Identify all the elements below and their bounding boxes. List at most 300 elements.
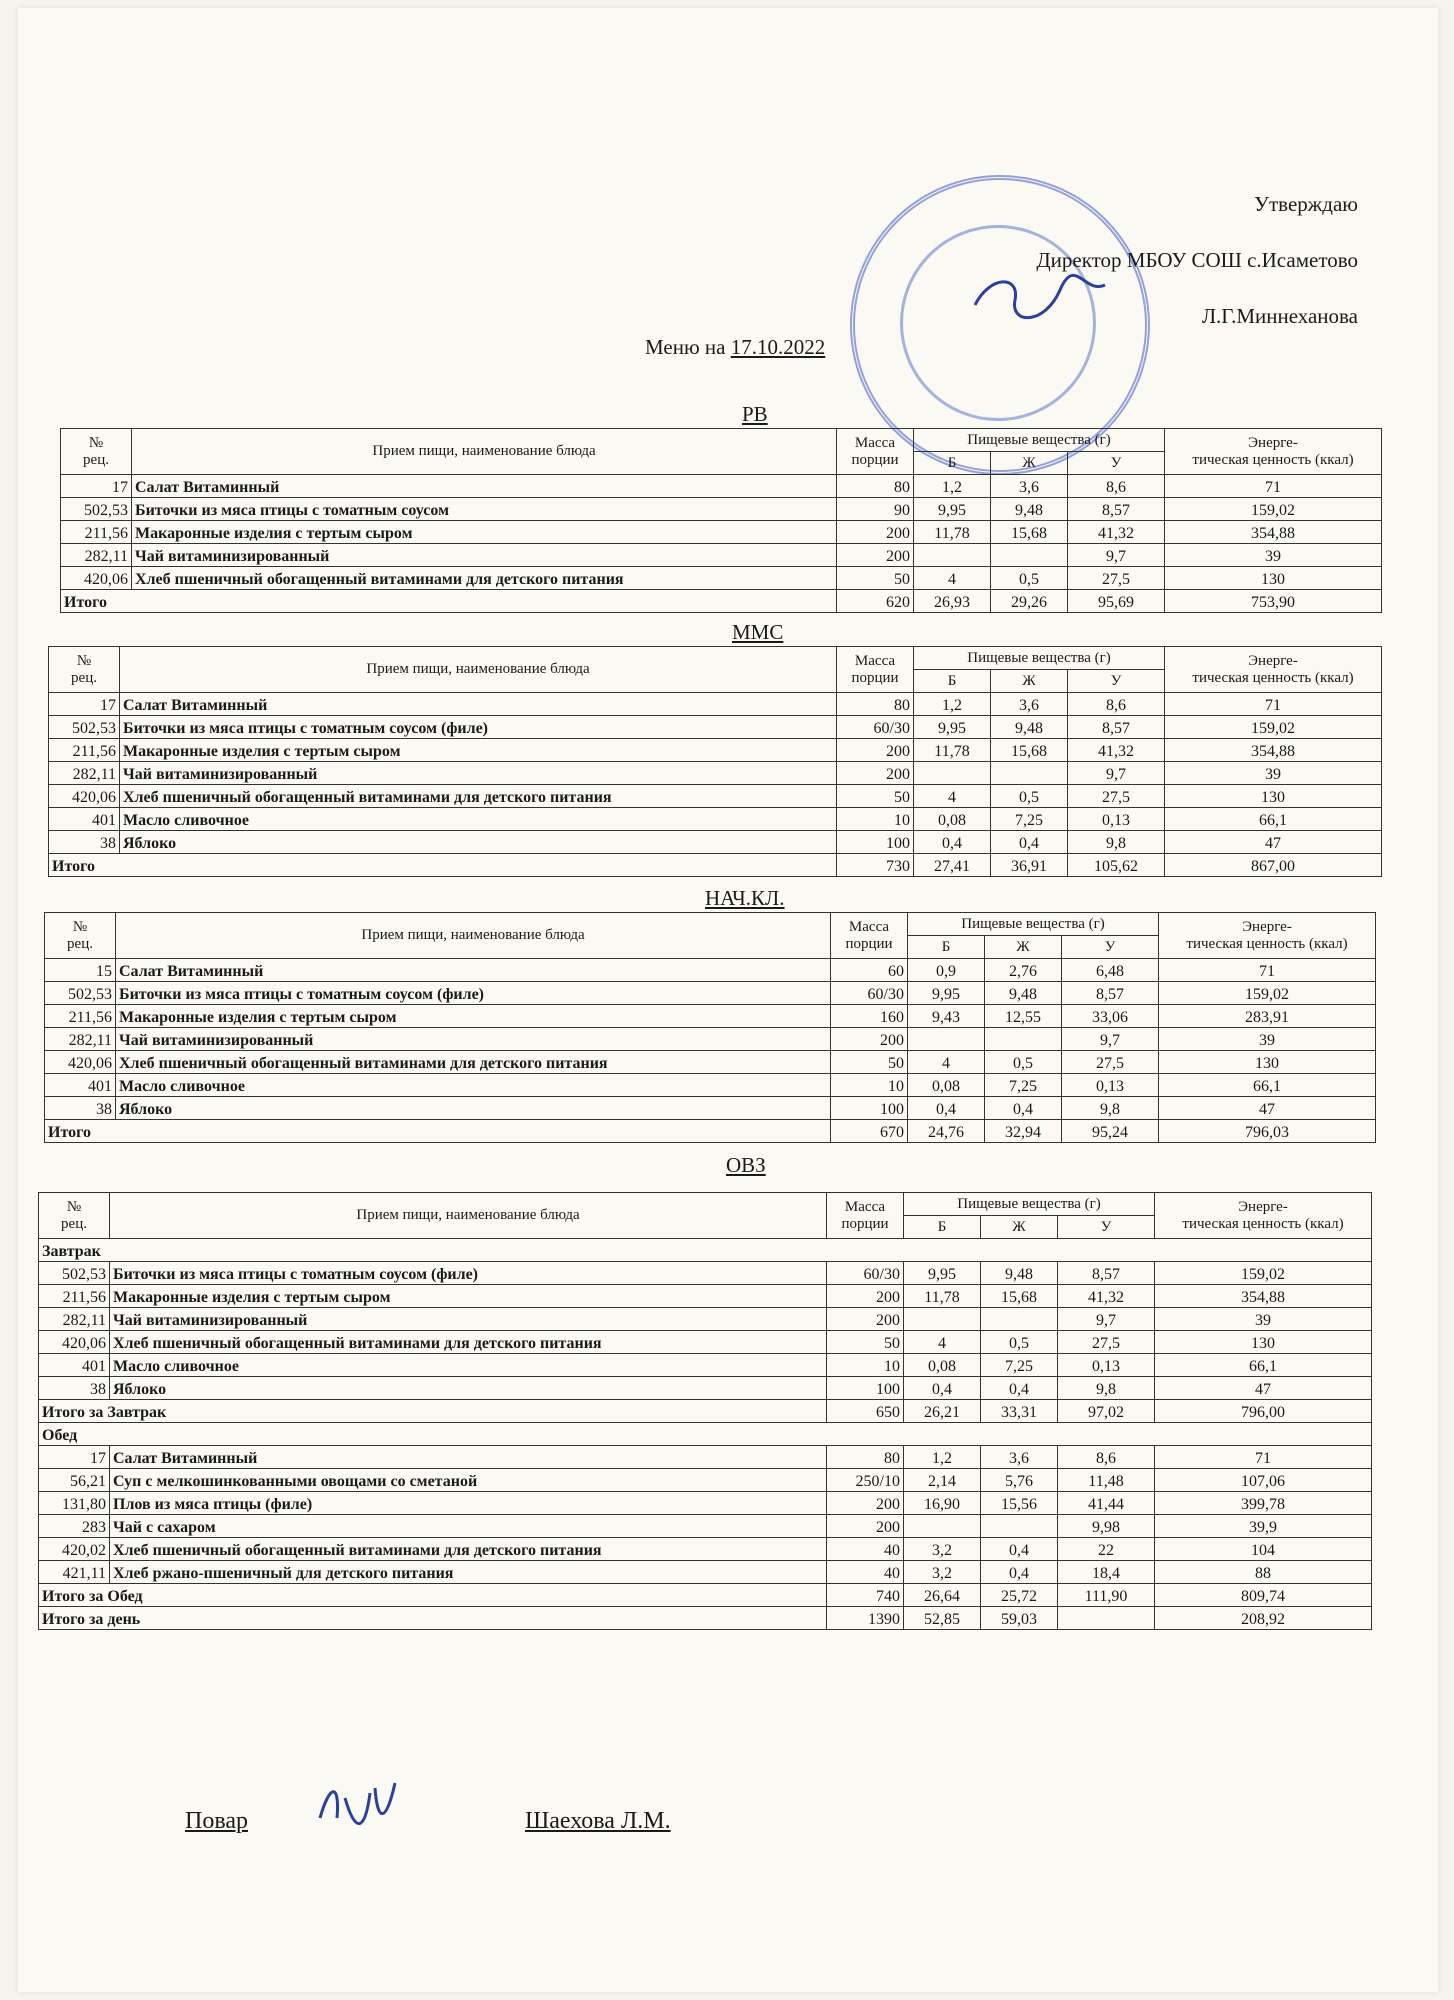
carbs: 27,5: [1068, 785, 1165, 808]
mass: 50: [837, 785, 914, 808]
total-mass: 670: [831, 1120, 908, 1143]
protein: [904, 1515, 981, 1538]
energy: 66,1: [1159, 1074, 1376, 1097]
total-mass: 1390: [827, 1607, 904, 1630]
protein: [914, 762, 991, 785]
carbs: 0,13: [1058, 1354, 1155, 1377]
header-nutrients: Пищевые вещества (г): [908, 913, 1159, 936]
header-fat: Ж: [991, 670, 1068, 693]
total-label: Итого за Обед: [39, 1584, 827, 1607]
carbs: 0,13: [1062, 1074, 1159, 1097]
dish-name: Макаронные изделия с тертым сыром: [120, 739, 837, 762]
recipe-no: 421,11: [39, 1561, 110, 1584]
meal-label: Завтрак: [39, 1239, 1372, 1262]
energy: 354,88: [1165, 521, 1382, 544]
mass: 80: [837, 475, 914, 498]
recipe-no: 282,11: [39, 1308, 110, 1331]
table-mms: [48, 646, 1382, 877]
header-carbs: У: [1068, 670, 1165, 693]
mass: 200: [827, 1285, 904, 1308]
protein: 0,4: [908, 1097, 985, 1120]
mass: 40: [827, 1538, 904, 1561]
protein: 4: [908, 1051, 985, 1074]
total-carbs: 97,02: [1058, 1400, 1155, 1423]
header-mass: Масса порции: [837, 647, 914, 693]
recipe-no: 56,21: [39, 1469, 110, 1492]
total-energy: 796,03: [1159, 1120, 1376, 1143]
footer-signature: [185, 1808, 725, 1835]
recipe-no: 502,53: [39, 1262, 110, 1285]
fat: 0,4: [981, 1377, 1058, 1400]
carbs: 8,57: [1062, 982, 1159, 1005]
header-nutrients: Пищевые вещества (г): [914, 647, 1165, 670]
protein: 0,4: [904, 1377, 981, 1400]
energy: 71: [1159, 959, 1376, 982]
total-fat: 33,31: [981, 1400, 1058, 1423]
mass: 60/30: [831, 982, 908, 1005]
energy: 399,78: [1155, 1492, 1372, 1515]
header-mass: Масса порции: [831, 913, 908, 959]
carbs: 8,57: [1068, 716, 1165, 739]
energy: 39: [1165, 762, 1382, 785]
cook-label: Повар: [185, 1808, 248, 1834]
total-mass: 730: [837, 854, 914, 877]
mass: 50: [837, 567, 914, 590]
total-energy: 753,90: [1165, 590, 1382, 613]
dish-name: Хлеб пшеничный обогащенный витаминами для детского питания: [110, 1538, 827, 1561]
header-nutrients: Пищевые вещества (г): [904, 1193, 1155, 1216]
total-fat: 32,94: [985, 1120, 1062, 1143]
mass: 200: [831, 1028, 908, 1051]
table-rv: [60, 428, 1382, 613]
recipe-no: 38: [49, 831, 120, 854]
dish-name: Масло сливочное: [120, 808, 837, 831]
recipe-no: 17: [61, 475, 132, 498]
energy: 47: [1159, 1097, 1376, 1120]
table-row: [39, 1308, 1372, 1331]
table-row: [49, 785, 1382, 808]
header-row: [39, 1193, 1372, 1216]
energy: 71: [1165, 693, 1382, 716]
total-label: Итого за Завтрак: [39, 1400, 827, 1423]
recipe-no: 401: [49, 808, 120, 831]
table-row: [39, 1354, 1372, 1377]
table-row: [49, 739, 1382, 762]
dish-name: Хлеб ржано-пшеничный для детского питания: [110, 1561, 827, 1584]
header-nutrients: Пищевые вещества (г): [914, 429, 1165, 452]
carbs: 41,32: [1058, 1285, 1155, 1308]
meal-label: Обед: [39, 1423, 1372, 1446]
table-row: [45, 1051, 1376, 1074]
carbs: 41,32: [1068, 521, 1165, 544]
recipe-no: 420,06: [39, 1331, 110, 1354]
menu-title: [645, 335, 825, 360]
table-row: [49, 716, 1382, 739]
dish-name: Масло сливочное: [116, 1074, 831, 1097]
carbs: 9,98: [1058, 1515, 1155, 1538]
header-energy: Энерге- тическая ценность (ккал): [1155, 1193, 1372, 1239]
recipe-no: 420,06: [61, 567, 132, 590]
energy: 39: [1165, 544, 1382, 567]
table-row: [39, 1331, 1372, 1354]
recipe-no: 211,56: [49, 739, 120, 762]
fat: 0,5: [991, 567, 1068, 590]
header-protein: Б: [914, 670, 991, 693]
table-row: [39, 1492, 1372, 1515]
protein: 3,2: [904, 1561, 981, 1584]
total-protein: 26,93: [914, 590, 991, 613]
carbs: 8,6: [1058, 1446, 1155, 1469]
carbs: 9,8: [1058, 1377, 1155, 1400]
energy: 47: [1155, 1377, 1372, 1400]
carbs: 18,4: [1058, 1561, 1155, 1584]
mass: 10: [837, 808, 914, 831]
mass: 50: [831, 1051, 908, 1074]
protein: 16,90: [904, 1492, 981, 1515]
recipe-no: 282,11: [61, 544, 132, 567]
energy: 130: [1165, 567, 1382, 590]
carbs: 41,32: [1068, 739, 1165, 762]
protein: 1,2: [904, 1446, 981, 1469]
carbs: 8,6: [1068, 475, 1165, 498]
fat: [991, 762, 1068, 785]
dish-name: Яблоко: [120, 831, 837, 854]
dish-name: Чай с сахаром: [110, 1515, 827, 1538]
total-carbs: [1058, 1607, 1155, 1630]
recipe-no: 282,11: [45, 1028, 116, 1051]
dish-name: Хлеб пшеничный обогащенный витаминами для детского питания: [110, 1331, 827, 1354]
header-mass: Масса порции: [827, 1193, 904, 1239]
carbs: 0,13: [1068, 808, 1165, 831]
table-row: [39, 1469, 1372, 1492]
header-energy: Энерге- тическая ценность (ккал): [1165, 429, 1382, 475]
fat: 2,76: [985, 959, 1062, 982]
dish-name: Макаронные изделия с тертым сыром: [110, 1285, 827, 1308]
dish-name: Суп с мелкошинкованными овощами со сметаной: [110, 1469, 827, 1492]
section-title-rv: РВ: [742, 402, 768, 426]
carbs: 22: [1058, 1538, 1155, 1561]
carbs: 33,06: [1062, 1005, 1159, 1028]
carbs: 27,5: [1062, 1051, 1159, 1074]
section-title-ovz: ОВЗ: [726, 1153, 766, 1177]
energy: 39: [1159, 1028, 1376, 1051]
table-row: [39, 1285, 1372, 1308]
fat: 3,6: [991, 475, 1068, 498]
recipe-no: 283: [39, 1515, 110, 1538]
mass: 100: [831, 1097, 908, 1120]
table-nachkl: [44, 912, 1376, 1143]
dish-name: Хлеб пшеничный обогащенный витаминами для детского питания: [116, 1051, 831, 1074]
fat: 0,5: [985, 1051, 1062, 1074]
total-protein: 27,41: [914, 854, 991, 877]
header-row: [61, 429, 1382, 452]
total-row: [61, 590, 1382, 613]
header-protein: Б: [904, 1216, 981, 1239]
header-dish-name: Прием пищи, наименование блюда: [116, 913, 831, 959]
dish-name: Макаронные изделия с тертым сыром: [116, 1005, 831, 1028]
dish-name: Салат Витаминный: [116, 959, 831, 982]
table-row: [45, 1005, 1376, 1028]
energy: 66,1: [1155, 1354, 1372, 1377]
total-label: Итого: [49, 854, 837, 877]
mass: 80: [837, 693, 914, 716]
header-carbs: У: [1068, 452, 1165, 475]
table-row: [61, 475, 1382, 498]
table-row: [39, 1561, 1372, 1584]
table-row: [39, 1446, 1372, 1469]
header-fat: Ж: [991, 452, 1068, 475]
energy: 130: [1165, 785, 1382, 808]
dish-name: Салат Витаминный: [120, 693, 837, 716]
recipe-no: 420,06: [45, 1051, 116, 1074]
dish-name: Хлеб пшеничный обогащенный витаминами для детского питания: [132, 567, 837, 590]
fat: 0,5: [991, 785, 1068, 808]
energy: 354,88: [1155, 1285, 1372, 1308]
total-carbs: 111,90: [1058, 1584, 1155, 1607]
fat: 15,56: [981, 1492, 1058, 1515]
mass: 200: [827, 1492, 904, 1515]
energy: 39,9: [1155, 1515, 1372, 1538]
protein: 4: [904, 1331, 981, 1354]
fat: 7,25: [985, 1074, 1062, 1097]
protein: 2,14: [904, 1469, 981, 1492]
total-fat: 36,91: [991, 854, 1068, 877]
dish-name: Хлеб пшеничный обогащенный витаминами для детского питания: [120, 785, 837, 808]
recipe-no: 211,56: [39, 1285, 110, 1308]
total-fat: 25,72: [981, 1584, 1058, 1607]
table-row: [49, 808, 1382, 831]
total-mass: 740: [827, 1584, 904, 1607]
recipe-no: 502,53: [61, 498, 132, 521]
carbs: 9,8: [1068, 831, 1165, 854]
protein: 9,95: [904, 1262, 981, 1285]
total-carbs: 95,24: [1062, 1120, 1159, 1143]
table-row: [49, 762, 1382, 785]
dish-name: Салат Витаминный: [110, 1446, 827, 1469]
energy: 39: [1155, 1308, 1372, 1331]
total-label: Итого: [61, 590, 837, 613]
title-date: 17.10.2022: [730, 335, 826, 359]
table-row: [39, 1377, 1372, 1400]
approval-block: [1036, 176, 1358, 344]
protein: 11,78: [914, 739, 991, 762]
carbs: 8,57: [1058, 1262, 1155, 1285]
title-prefix: Меню на: [645, 335, 731, 359]
total-protein: 26,21: [904, 1400, 981, 1423]
fat: [985, 1028, 1062, 1051]
fat: 3,6: [981, 1446, 1058, 1469]
header-recipe-no: № рец.: [39, 1193, 110, 1239]
energy: 159,02: [1165, 498, 1382, 521]
table-row: [45, 959, 1376, 982]
carbs: 9,8: [1062, 1097, 1159, 1120]
energy: 47: [1165, 831, 1382, 854]
header-carbs: У: [1062, 936, 1159, 959]
protein: 11,78: [914, 521, 991, 544]
mass: 200: [837, 521, 914, 544]
header-fat: Ж: [981, 1216, 1058, 1239]
total-label: Итого: [45, 1120, 831, 1143]
dish-name: Яблоко: [116, 1097, 831, 1120]
mass: 100: [837, 831, 914, 854]
carbs: 11,48: [1058, 1469, 1155, 1492]
recipe-no: 38: [45, 1097, 116, 1120]
carbs: 8,6: [1068, 693, 1165, 716]
carbs: 41,44: [1058, 1492, 1155, 1515]
header-energy: Энерге- тическая ценность (ккал): [1159, 913, 1376, 959]
header-protein: Б: [908, 936, 985, 959]
dish-name: Чай витаминизированный: [132, 544, 837, 567]
protein: 0,08: [904, 1354, 981, 1377]
table-row: [39, 1262, 1372, 1285]
total-energy: 796,00: [1155, 1400, 1372, 1423]
energy: 354,88: [1165, 739, 1382, 762]
total-protein: 26,64: [904, 1584, 981, 1607]
recipe-no: 502,53: [49, 716, 120, 739]
mass: 250/10: [827, 1469, 904, 1492]
total-fat: 59,03: [981, 1607, 1058, 1630]
fat: 9,48: [991, 716, 1068, 739]
dish-name: Масло сливочное: [110, 1354, 827, 1377]
protein: [904, 1308, 981, 1331]
mass: 90: [837, 498, 914, 521]
total-label: Итого за день: [39, 1607, 827, 1630]
total-fat: 29,26: [991, 590, 1068, 613]
header-row: [49, 647, 1382, 670]
mass: 10: [827, 1354, 904, 1377]
protein: 9,95: [914, 716, 991, 739]
energy: 107,06: [1155, 1469, 1372, 1492]
recipe-no: 17: [39, 1446, 110, 1469]
mass: 80: [827, 1446, 904, 1469]
mass: 200: [837, 739, 914, 762]
table-row: [61, 567, 1382, 590]
header-dish-name: Прием пищи, наименование блюда: [110, 1193, 827, 1239]
dish-name: Макаронные изделия с тертым сыром: [132, 521, 837, 544]
header-dish-name: Прием пищи, наименование блюда: [120, 647, 837, 693]
fat: 15,68: [981, 1285, 1058, 1308]
total-carbs: 95,69: [1068, 590, 1165, 613]
protein: 4: [914, 785, 991, 808]
table-row: [45, 1028, 1376, 1051]
energy: 104: [1155, 1538, 1372, 1561]
mass: 160: [831, 1005, 908, 1028]
energy: 88: [1155, 1561, 1372, 1584]
section-title-nachkl: НАЧ.КЛ.: [705, 886, 785, 910]
total-protein: 24,76: [908, 1120, 985, 1143]
mass: 200: [827, 1515, 904, 1538]
fat: 3,6: [991, 693, 1068, 716]
recipe-no: 211,56: [45, 1005, 116, 1028]
table-row: [49, 693, 1382, 716]
cook-name: Шаехова Л.М.: [525, 1808, 671, 1834]
fat: 9,48: [991, 498, 1068, 521]
recipe-no: 38: [39, 1377, 110, 1400]
total-row: [39, 1584, 1372, 1607]
fat: 12,55: [985, 1005, 1062, 1028]
carbs: 9,7: [1058, 1308, 1155, 1331]
approve-director-name: Л.Г.Миннеханова: [1201, 304, 1358, 328]
total-carbs: 105,62: [1068, 854, 1165, 877]
fat: 0,4: [981, 1561, 1058, 1584]
carbs: 27,5: [1068, 567, 1165, 590]
recipe-no: 131,80: [39, 1492, 110, 1515]
mass: 50: [827, 1331, 904, 1354]
mass: 10: [831, 1074, 908, 1097]
fat: 15,68: [991, 739, 1068, 762]
fat: 7,25: [991, 808, 1068, 831]
protein: 9,95: [914, 498, 991, 521]
header-fat: Ж: [985, 936, 1062, 959]
protein: 11,78: [904, 1285, 981, 1308]
fat: 15,68: [991, 521, 1068, 544]
dish-name: Биточки из мяса птицы с томатным соусом (филе): [116, 982, 831, 1005]
table-row: [61, 544, 1382, 567]
total-energy: 208,92: [1155, 1607, 1372, 1630]
fat: 9,48: [981, 1262, 1058, 1285]
energy: 159,02: [1155, 1262, 1372, 1285]
fat: 0,4: [981, 1538, 1058, 1561]
dish-name: Биточки из мяса птицы с томатным соусом: [132, 498, 837, 521]
mass: 60: [831, 959, 908, 982]
recipe-no: 502,53: [45, 982, 116, 1005]
dish-name: Биточки из мяса птицы с томатным соусом (филе): [110, 1262, 827, 1285]
total-row: [39, 1400, 1372, 1423]
protein: 4: [914, 567, 991, 590]
mass: 60/30: [837, 716, 914, 739]
recipe-no: 401: [39, 1354, 110, 1377]
energy: 71: [1165, 475, 1382, 498]
header-mass: Масса порции: [837, 429, 914, 475]
recipe-no: 401: [45, 1074, 116, 1097]
energy: 71: [1155, 1446, 1372, 1469]
table-row: [39, 1515, 1372, 1538]
protein: 3,2: [904, 1538, 981, 1561]
dish-name: Чай витаминизированный: [110, 1308, 827, 1331]
fat: 9,48: [985, 982, 1062, 1005]
total-energy: 867,00: [1165, 854, 1382, 877]
recipe-no: 15: [45, 959, 116, 982]
energy: 130: [1155, 1331, 1372, 1354]
table-row: [39, 1538, 1372, 1561]
protein: 0,4: [914, 831, 991, 854]
table-row: [61, 521, 1382, 544]
approve-line: Утверждаю: [1254, 192, 1358, 216]
protein: 1,2: [914, 475, 991, 498]
header-protein: Б: [914, 452, 991, 475]
header-carbs: У: [1058, 1216, 1155, 1239]
carbs: 6,48: [1062, 959, 1159, 982]
protein: [914, 544, 991, 567]
recipe-no: 420,02: [39, 1538, 110, 1561]
recipe-no: 282,11: [49, 762, 120, 785]
protein: 0,08: [914, 808, 991, 831]
dish-name: Биточки из мяса птицы с томатным соусом (филе): [120, 716, 837, 739]
carbs: 8,57: [1068, 498, 1165, 521]
total-row: [39, 1607, 1372, 1630]
cook-signature: [315, 1778, 405, 1838]
mass: 200: [837, 762, 914, 785]
header-row: [45, 913, 1376, 936]
protein: 0,08: [908, 1074, 985, 1097]
fat: 0,4: [991, 831, 1068, 854]
section-title-mms: ММС: [732, 620, 784, 644]
energy: 66,1: [1165, 808, 1382, 831]
approve-position: Директор МБОУ СОШ с.Исаметово: [1036, 248, 1358, 272]
header-dish-name: Прием пищи, наименование блюда: [132, 429, 837, 475]
dish-name: Яблоко: [110, 1377, 827, 1400]
carbs: 9,7: [1068, 544, 1165, 567]
